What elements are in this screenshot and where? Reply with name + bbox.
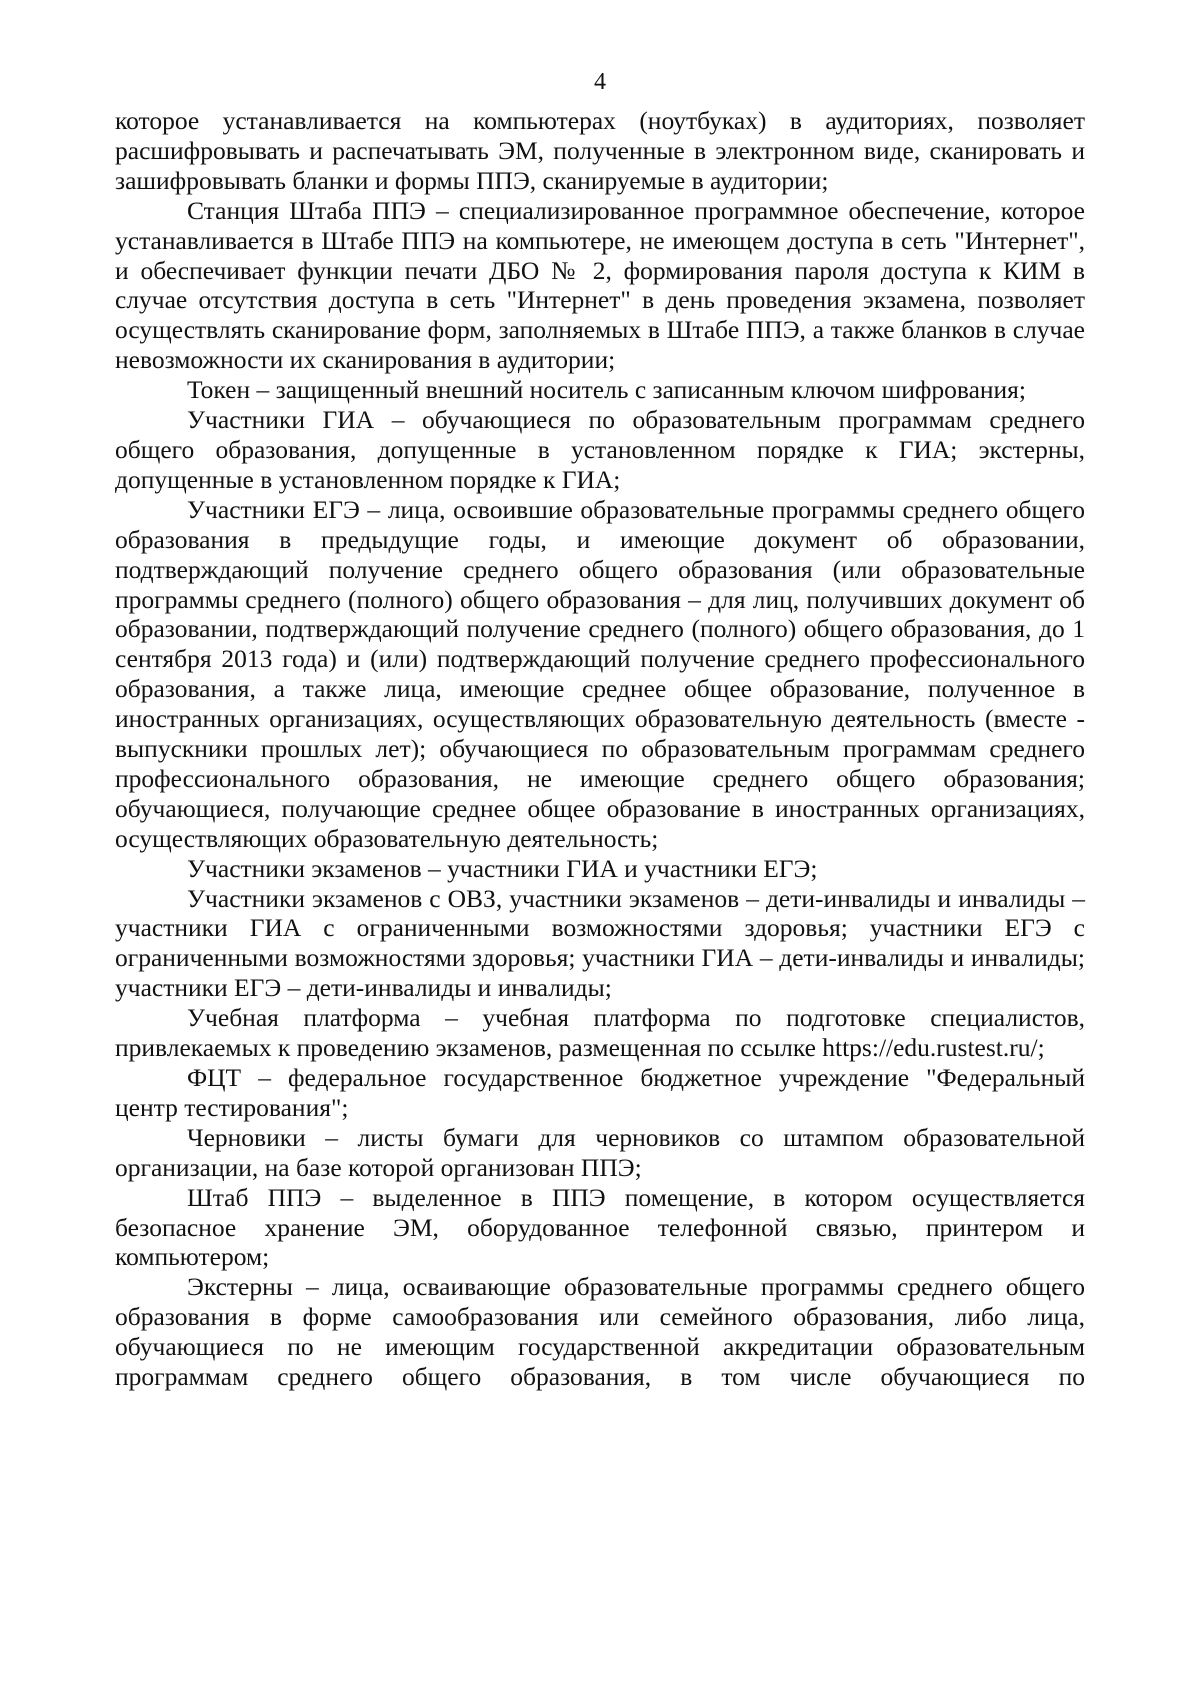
paragraph-headquarters-station: Станция Штаба ППЭ – специализированное программное обеспечение, которое устанавливается в Штабе ППЭ на компьютере, не имеющем доступа в сеть "Интернет", и обеспечивает функции печати ДБО № 2, формирования пароля доступа к КИМ в случае отсутствия доступа в сеть "Интернет" в день проведения экзамена, позволяет осуществлять сканирование форм, заполняемых в Штабе ППЭ, а также бланков в случае невозможности их сканирования в аудитории; — [115, 195, 1085, 375]
paragraph-ovz-participants: Участники экзаменов с ОВЗ, участники экзаменов – дети-инвалиды и инвалиды – участники ГИА с ограниченными возможностями здоровья; участники ЕГЭ с ограниченными возможностями здоровья; участники ГИА – дети-инвалиды и инвалиды; участники ЕГЭ – дети-инвалиды и инвалиды; — [115, 883, 1085, 1003]
paragraph-fct: ФЦТ – федеральное государственное бюджетное учреждение "Федеральный центр тестирования"; — [115, 1063, 1085, 1122]
paragraph-drafts: Черновики – листы бумаги для черновиков со штампом образовательной организации, на базе которой организован ППЭ; — [115, 1122, 1085, 1182]
document-body — [115, 106, 1085, 1392]
paragraph-training-platform: Учебная платформа – учебная платформа по подготовке специалистов, привлекаемых к проведению экзаменов, размещенная по ссылке https://edu.rustest.ru/; — [115, 1003, 1085, 1063]
paragraph-ege-participants: Участники ЕГЭ – лица, освоившие образовательные программы среднего общего образования в предыдущие годы, и имеющие документ об образовании, подтверждающий получение среднего общего образования (или образовательные программы среднего (полного) общего образования – для лиц, получивших документ об образовании, подтверждающий получение среднего (полного) общего образования, до 1 сентября 2013 года) и (или) подтверждающий получение среднего профессионального образования, а также лица, имеющие среднее общее образование, полученное в иностранных организациях, осуществляющих образовательную деятельность (вместе - выпускники прошлых лет); обучающиеся по образовательным программам среднего профессионального образования, не имеющие среднего общего образования; обучающиеся, получающие среднее общее образование в иностранных организациях, осуществляющих образовательную деятельность; — [115, 494, 1085, 853]
paragraph-exam-participants: Участники экзаменов – участники ГИА и участники ЕГЭ; — [187, 853, 818, 883]
page-number: 4 — [594, 69, 606, 95]
paragraph-token: Токен – защищенный внешний носитель с записанным ключом шифрования; — [187, 375, 1026, 405]
paragraph-workstation-continuation: которое устанавливается на компьютерах (ноутбуках) в аудиториях, позволяет расшифровывать и распечатывать ЭМ, полученные в электронном виде, сканировать и зашифровывать бланки и формы ППЭ, сканируемые в аудитории; — [115, 106, 1085, 195]
paragraph-gia-participants: Участники ГИА – обучающиеся по образовательным программам среднего общего образования, допущенные в установленном порядке к ГИА; экстерны, допущенные в установленном порядке к ГИА; — [115, 405, 1085, 494]
paragraph-ppe-headquarters: Штаб ППЭ – выделенное в ППЭ помещение, в котором осуществляется безопасное хранение ЭМ, оборудованное телефонной связью, принтером и компьютером; — [115, 1182, 1085, 1272]
paragraph-external-students: Экстерны – лица, осваивающие образовательные программы среднего общего образования в форме самообразования или семейного образования, либо лица, обучающиеся по не имеющим государственной аккредитации образовательным программам среднего общего образования, в том числе обучающиеся по — [115, 1272, 1085, 1392]
